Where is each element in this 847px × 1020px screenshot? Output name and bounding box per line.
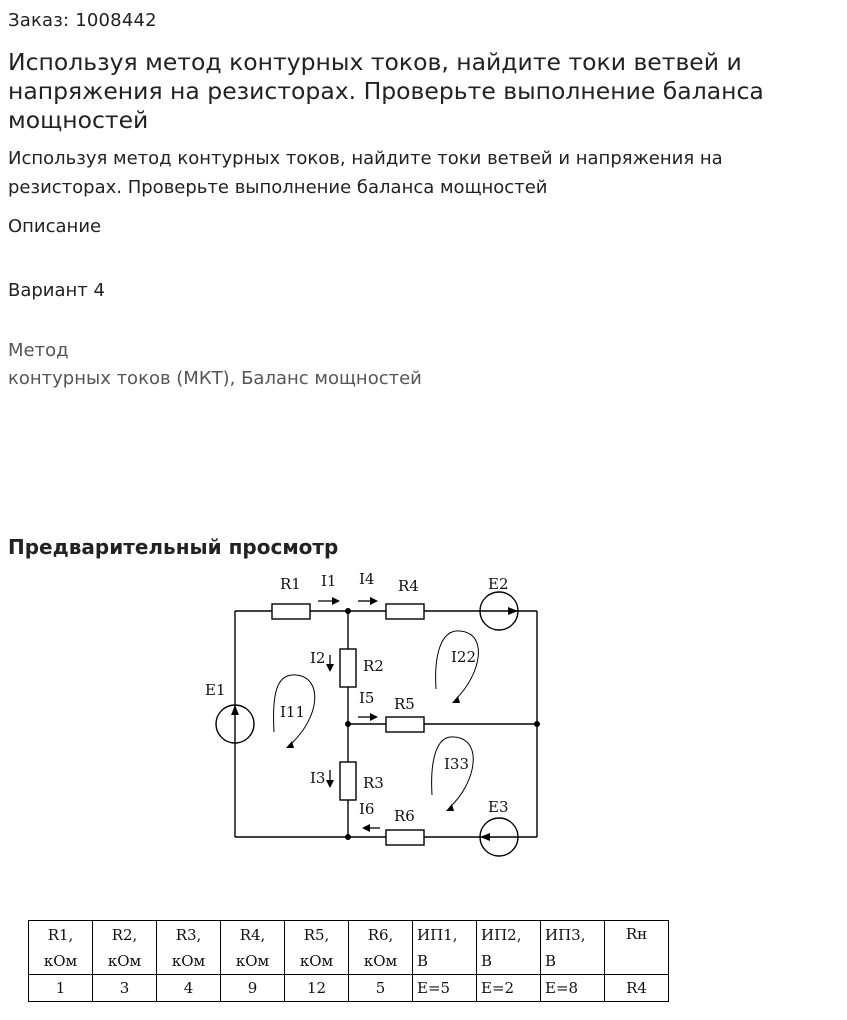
- label-r4: R4: [398, 577, 419, 595]
- task-statement: Используя метод контурных токов, найдите токи ветвей и напряжения на резисторах. Проверьте выполнение баланса мощностей: [8, 148, 723, 198]
- variant-label: Вариант 4: [8, 280, 105, 301]
- parameters-table: [28, 920, 669, 1002]
- table-cell: 4: [157, 975, 221, 1002]
- resistor-r3: [340, 762, 356, 800]
- table-cell: E=8: [541, 975, 605, 1002]
- method-line-2: контурных токов (МКТ), Баланс мощностей: [8, 368, 422, 389]
- label-e1: E1: [205, 681, 226, 699]
- description-heading: Описание: [8, 216, 102, 237]
- table-header-cell: R6, кОм: [349, 921, 413, 975]
- table-header-cell: ИП2, В: [477, 921, 541, 975]
- table-header-cell: R3, кОм: [157, 921, 221, 975]
- node-top: [345, 608, 351, 614]
- label-i2: I2: [310, 649, 326, 667]
- resistor-r1: [272, 604, 310, 619]
- table-cell: 12: [285, 975, 349, 1002]
- table-header-cell: R4, кОм: [221, 921, 285, 975]
- label-i5: I5: [359, 689, 375, 707]
- resistor-r4: [386, 604, 424, 619]
- label-r5: R5: [394, 695, 415, 713]
- label-r1: R1: [280, 575, 301, 593]
- label-r2: R2: [363, 657, 384, 675]
- method-tags: [8, 337, 422, 393]
- table-cell: 5: [349, 975, 413, 1002]
- table-header-cell: Rн: [605, 921, 669, 975]
- node-bottom: [345, 834, 351, 840]
- page-title: Используя метод контурных токов, найдите токи ветвей и напряжения на резисторах. Проверьте выполнение баланса мощностей: [8, 48, 764, 134]
- label-e3: E3: [488, 798, 509, 816]
- table-header-cell: ИП3, В: [541, 921, 605, 975]
- source-e1: [216, 705, 254, 743]
- circuit-diagram: [200, 565, 560, 865]
- resistor-r5: [386, 717, 424, 732]
- table-row: [29, 975, 669, 1002]
- label-r3: R3: [363, 774, 384, 792]
- label-i1: I1: [321, 572, 337, 590]
- table-cell: E=2: [477, 975, 541, 1002]
- label-r6: R6: [394, 807, 415, 825]
- table-cell: R4: [605, 975, 669, 1002]
- label-i22: I22: [451, 648, 477, 666]
- label-e2: E2: [488, 575, 509, 593]
- table-header-cell: R1, кОм: [29, 921, 93, 975]
- resistor-r6: [386, 830, 424, 845]
- order-number: Заказ: 1008442: [8, 10, 157, 31]
- table-cell: 9: [221, 975, 285, 1002]
- table-cell: E=5: [413, 975, 477, 1002]
- label-i11: I11: [280, 703, 306, 721]
- table-header-row: [29, 921, 669, 975]
- table-header-cell: R2, кОм: [93, 921, 157, 975]
- table-cell: 3: [93, 975, 157, 1002]
- method-line-1: Метод: [8, 340, 69, 361]
- table-header-cell: ИП1, В: [413, 921, 477, 975]
- label-i4: I4: [359, 570, 375, 588]
- source-e3: [480, 818, 518, 856]
- table-cell: 1: [29, 975, 93, 1002]
- source-e2: [480, 592, 518, 630]
- node-middle: [345, 721, 351, 727]
- label-i3: I3: [310, 769, 326, 787]
- resistor-r2: [340, 649, 356, 687]
- label-i33: I33: [444, 755, 470, 773]
- node-right: [534, 721, 540, 727]
- label-i6: I6: [359, 800, 375, 818]
- table-header-cell: R5, кОм: [285, 921, 349, 975]
- preview-heading: Предварительный просмотр: [8, 535, 339, 559]
